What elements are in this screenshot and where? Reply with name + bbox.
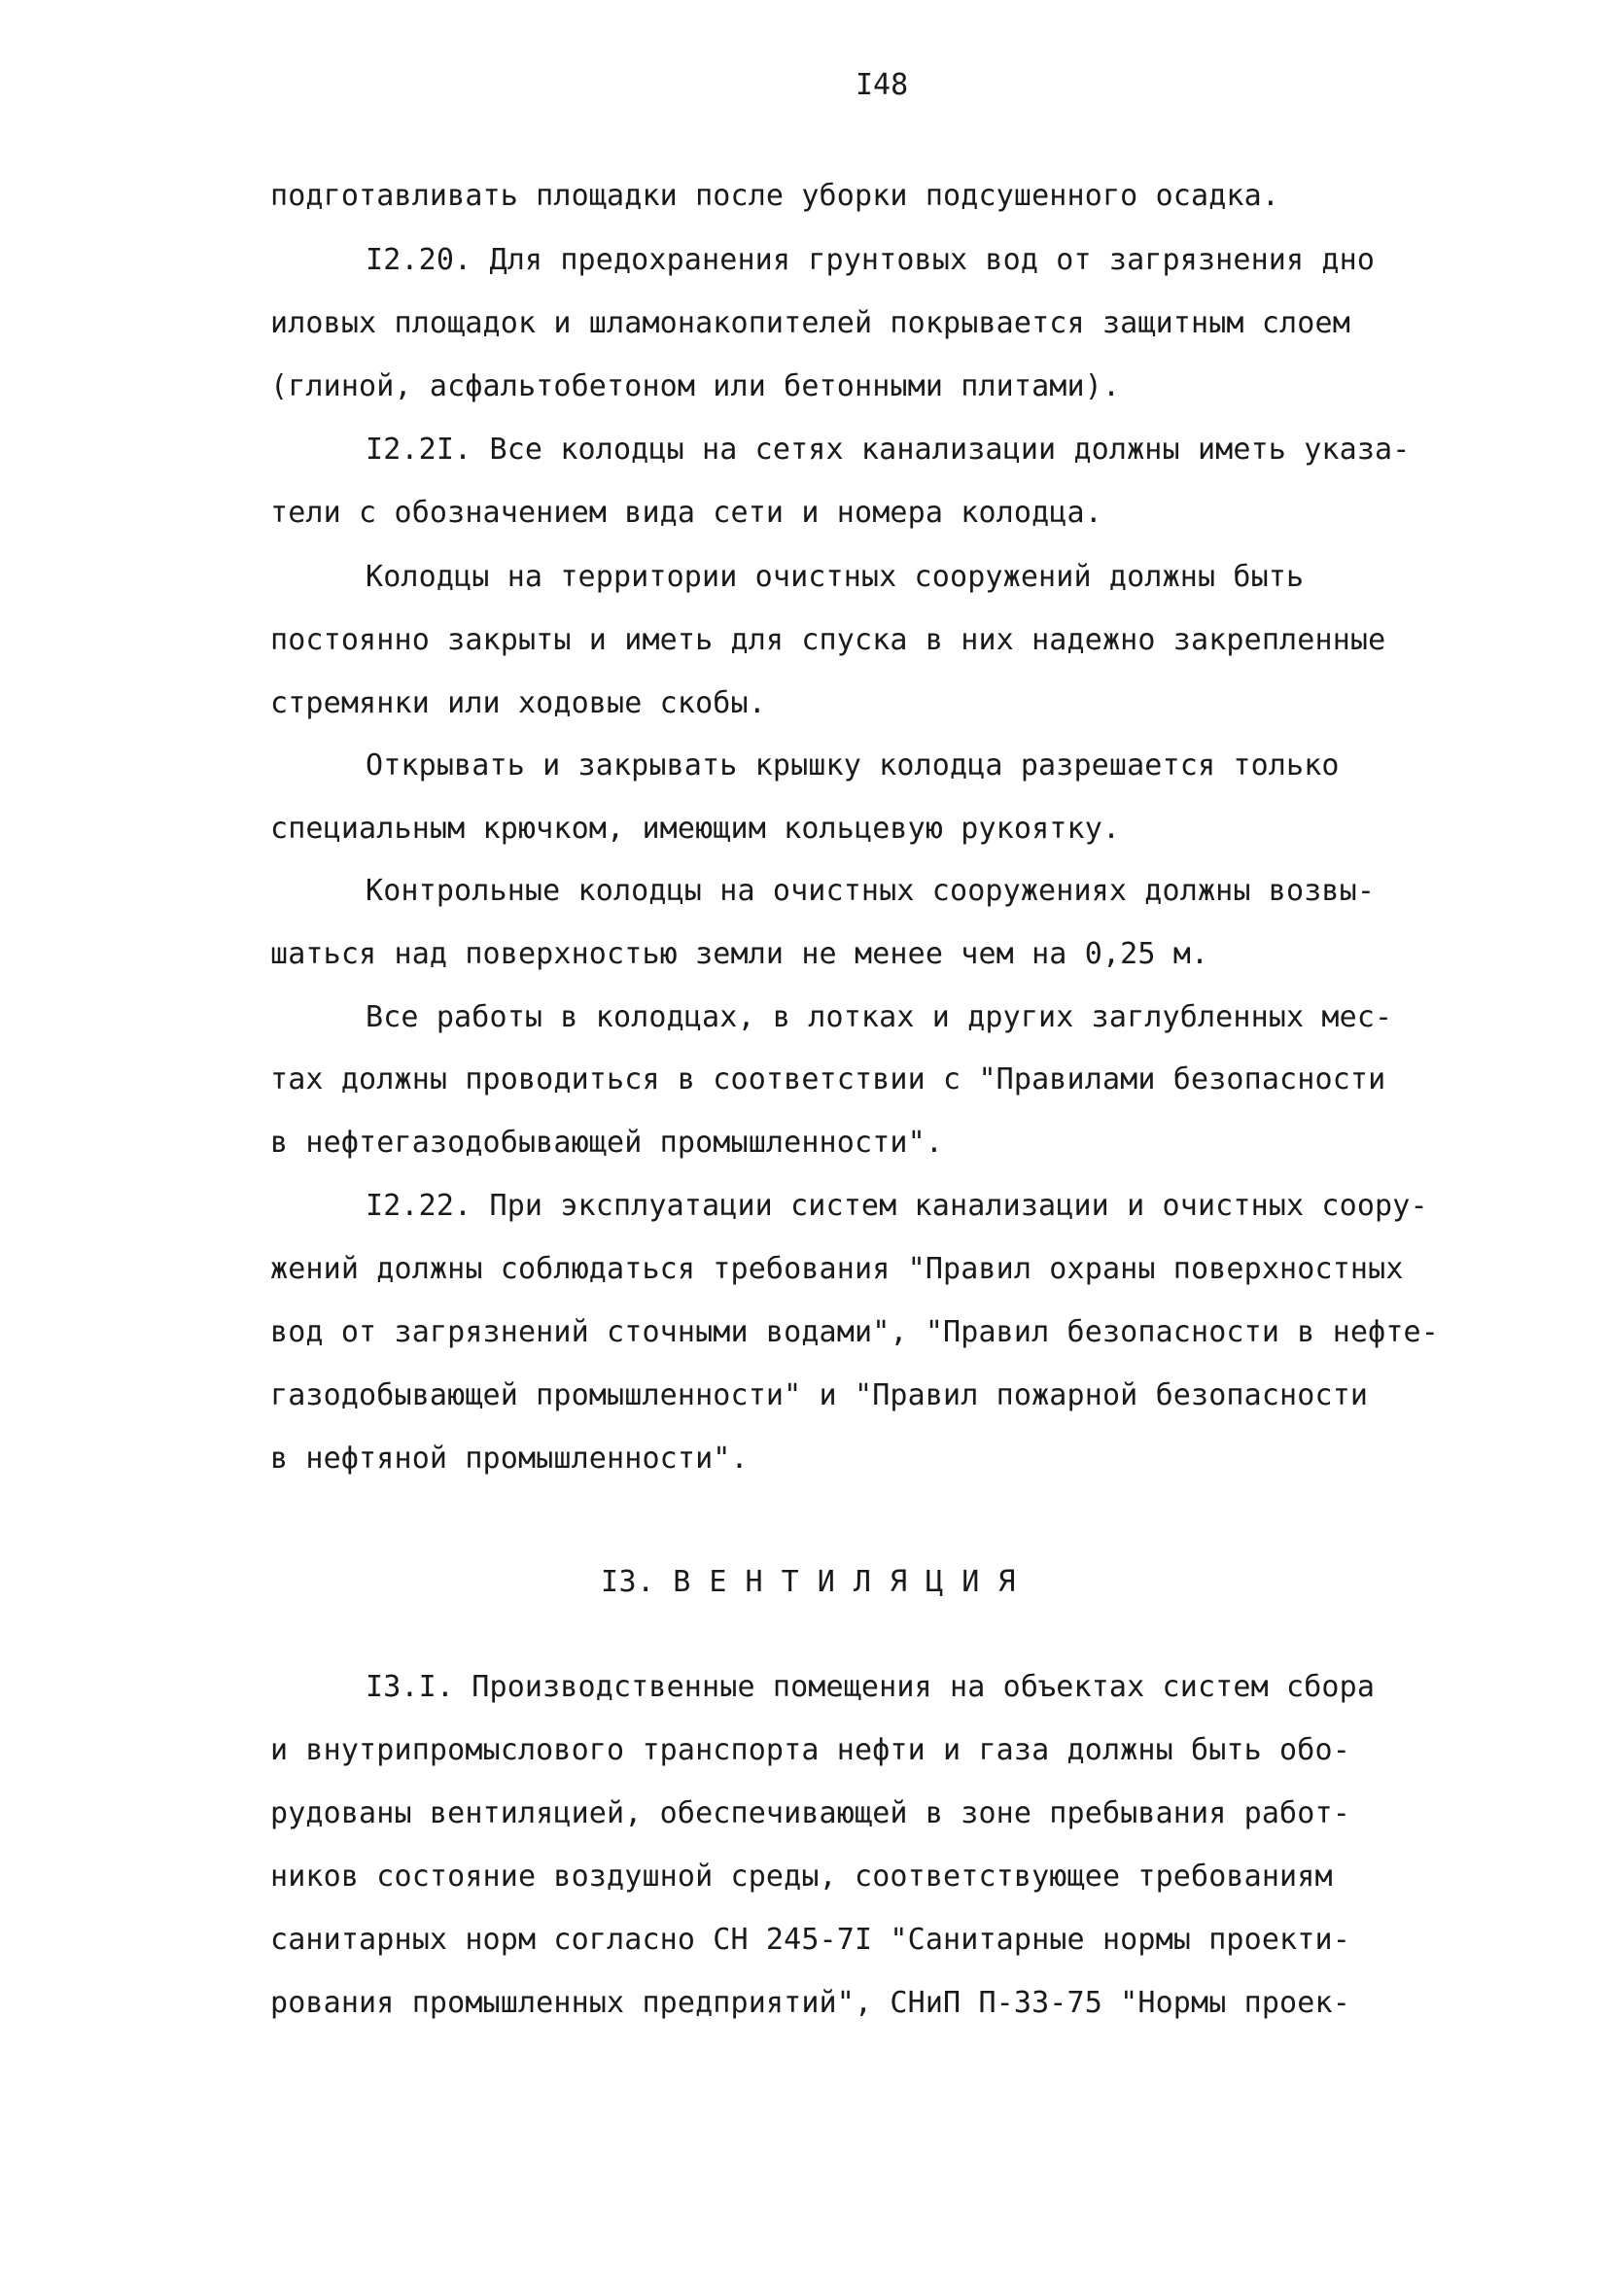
page-number: I48 [856,68,909,102]
text-line: I2.20. Для предохранения грунтовых вод от загрязнения дно [366,243,1376,277]
text-line: Открывать и закрывать крышку колодца разрешается только [366,748,1340,783]
text-line: и внутрипромыслового транспорта нефти и газа должны быть обо- [270,1733,1350,1767]
text-line: ников состояние воздушной среды, соответствующее требованиям [270,1860,1333,1894]
text-line: (глиной, асфальтобетоном или бетонными плитами). [270,369,1121,403]
text-line: I2.22. При эксплуатации систем канализации и очистных соору- [366,1189,1428,1223]
text-line: I3.I. Производственные помещения на объектах систем сбора [366,1670,1376,1704]
text-line: газодобывающей промышленности" и "Правил пожарной безопасности [270,1378,1369,1412]
text-line: рования промышленных предприятий", СНиП П-33-75 "Нормы проек- [270,1986,1350,2020]
text-line: тели с обозначением вида сети и номера колодца. [270,496,1102,530]
text-line: в нефтегазодобывающей промышленности". [270,1126,944,1160]
text-line: иловых площадок и шламонакопителей покрывается защитным слоем [270,306,1350,340]
text-line: Все работы в колодцах, в лотках и других заглубленных мес- [366,1000,1393,1034]
text-line: тах должны проводиться в соответствии с "Правилами безопасности [270,1062,1386,1096]
text-line: вод от загрязнений сточными водами", "Правил безопасности в нефте- [270,1315,1439,1349]
text-line: Колодцы на территории очистных сооружений должны быть [366,560,1305,594]
text-line: Контрольные колодцы на очистных сооружениях должны возвы- [366,874,1376,908]
text-line: I2.2I. Все колодцы на сетях канализации должны иметь указа- [366,433,1411,467]
text-line: рудованы вентиляцией, обеспечивающей в зоне пребывания работ- [270,1796,1350,1830]
text-line: в нефтяной промышленности". [270,1442,749,1476]
text-line: санитарных норм согласно СН 245-7I "Санитарные нормы проекти- [270,1923,1350,1957]
text-line: стремянки или ходовые скобы. [270,686,766,720]
text-line: специальным крючком, имеющим кольцевую рукоятку. [270,812,1121,846]
text-line: подготавливать площадки после уборки подсушенного осадка. [270,179,1280,213]
text-line: шаться над поверхностью земли не менее чем на 0,25 м. [270,937,1209,971]
text-line: жений должны соблюдаться требования "Правил охраны поверхностных [270,1252,1404,1286]
text-line: постоянно закрыты и иметь для спуска в них надежно закрепленные [270,623,1386,657]
section-heading: I3. В Е Н Т И Л Я Ц И Я [601,1565,1016,1599]
